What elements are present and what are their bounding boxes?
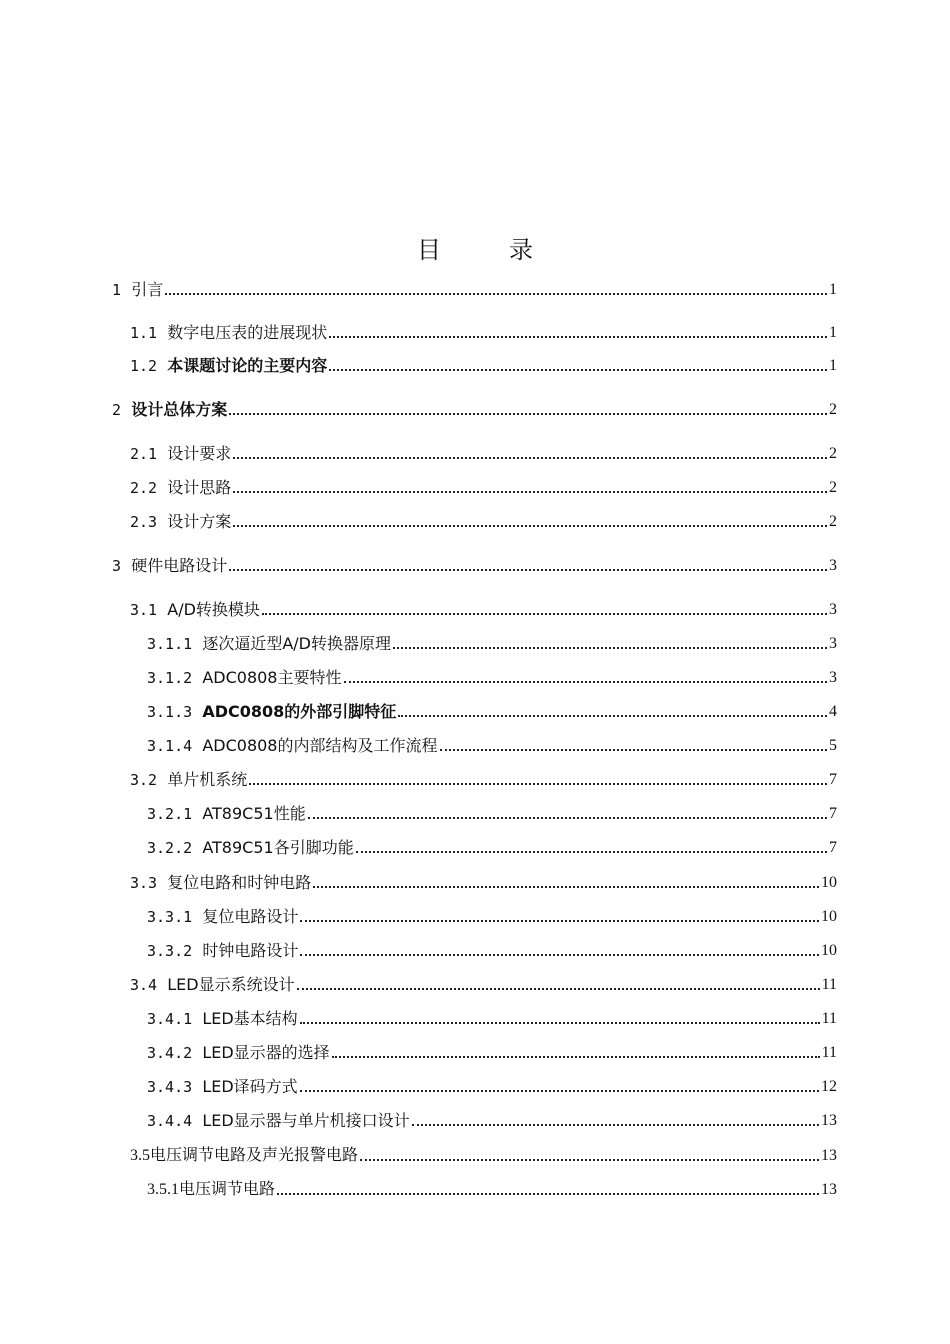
- toc-entry-3-1-1[interactable]: [147, 630, 837, 654]
- toc-entry-page: 11: [821, 976, 837, 993]
- toc-entry-number: 3.1.4: [147, 737, 193, 755]
- toc-entry-label: 时钟电路设计: [202, 941, 299, 960]
- toc-entry-1-2[interactable]: [130, 352, 837, 376]
- toc-entry-3-2[interactable]: [130, 766, 837, 790]
- toc-entry-label: LED显示器的选择: [202, 1043, 330, 1062]
- toc-entry-3-1-2[interactable]: [147, 664, 837, 688]
- toc-entry-label: 设计思路: [167, 478, 232, 497]
- toc-entry-3-4-1[interactable]: [147, 1005, 837, 1029]
- toc-entry-label: A/D转换模块: [167, 600, 260, 619]
- dot-leader: [313, 886, 819, 888]
- toc-entry-page: 1: [829, 357, 837, 374]
- toc-entry-2-2[interactable]: [130, 474, 837, 498]
- toc-entry-page: 7: [829, 839, 837, 856]
- toc-entry-2[interactable]: [112, 396, 837, 420]
- dot-leader: [360, 1159, 819, 1161]
- toc-entry-number: 2.3: [130, 513, 158, 531]
- toc-entry-label: LED基本结构: [202, 1009, 298, 1028]
- toc-entry-page: 3: [829, 635, 837, 652]
- toc-entry-3-2-1[interactable]: [147, 800, 837, 824]
- dot-leader: [233, 457, 827, 459]
- dot-leader: [329, 369, 827, 371]
- dot-leader: [233, 525, 827, 527]
- toc-entry-3-2-2[interactable]: [147, 834, 837, 858]
- toc-entry-3-4-4[interactable]: [147, 1107, 837, 1131]
- toc-entry-label: 单片机系统: [167, 770, 248, 789]
- toc-entry-page: 12: [821, 1078, 837, 1095]
- toc-entry-number: 3.5: [130, 1147, 150, 1164]
- dot-leader: [308, 817, 827, 819]
- toc-entry-page: 11: [821, 1044, 837, 1061]
- dot-leader: [344, 681, 828, 683]
- toc-entry-page: 1: [829, 324, 837, 341]
- toc-entry-number: 1: [112, 281, 122, 299]
- toc-entry-number: 3.4.3: [147, 1078, 193, 1096]
- dot-leader: [332, 1056, 820, 1058]
- toc-entry-label: 设计方案: [167, 512, 232, 531]
- toc-entry-number: 3.1.1: [147, 635, 193, 653]
- toc-entry-page: 13: [821, 1181, 837, 1198]
- toc-entry-page: 1: [829, 281, 837, 298]
- dot-leader: [229, 413, 827, 415]
- toc-entry-page: 7: [829, 805, 837, 822]
- dot-leader: [300, 920, 819, 922]
- toc-entry-3-4-2[interactable]: [147, 1039, 837, 1063]
- toc-entry-3-1-4[interactable]: [147, 732, 837, 756]
- toc-entry-1-1[interactable]: [130, 319, 837, 343]
- toc-entry-label: 电压调节电路: [179, 1181, 276, 1198]
- dot-leader: [233, 491, 827, 493]
- dot-leader: [356, 851, 827, 853]
- toc-entry-number: 2.2: [130, 479, 158, 497]
- toc-entry-number: 2: [112, 401, 122, 419]
- dot-leader: [277, 1193, 819, 1195]
- dot-leader: [165, 293, 827, 295]
- toc-entry-number: 1.1: [130, 324, 158, 342]
- toc-entry-number: 3.2.1: [147, 805, 193, 823]
- dot-leader: [249, 783, 827, 785]
- dot-leader: [393, 647, 827, 649]
- toc-entry-number: 3.2.2: [147, 839, 193, 857]
- dot-leader: [398, 715, 827, 717]
- toc-entry-number: 3.4: [130, 976, 158, 994]
- toc-entry-number: 3.1: [130, 601, 158, 619]
- toc-entry-label: 本课题讨论的主要内容: [167, 356, 328, 375]
- toc-entry-label: 电压调节电路及声光报警电路: [150, 1147, 359, 1164]
- toc-entry-label: ADC0808的内部结构及工作流程: [202, 736, 438, 755]
- dot-leader: [329, 336, 827, 338]
- toc-entry-number: 3.3: [130, 874, 158, 892]
- toc-entry-label: 设计要求: [167, 444, 232, 463]
- toc-entry-label: 数字电压表的进展现状: [167, 323, 328, 342]
- toc-entry-page: 13: [821, 1112, 837, 1129]
- toc-entry-page: 13: [821, 1147, 837, 1164]
- dot-leader: [297, 988, 820, 990]
- toc-entry-3-4[interactable]: [130, 971, 837, 995]
- toc-entry-number: 3.1.3: [147, 703, 193, 721]
- toc-entry-number: 3.5.1: [147, 1181, 179, 1198]
- dot-leader: [440, 749, 828, 751]
- toc-entry-3-1-3[interactable]: [147, 698, 837, 722]
- dot-leader: [300, 954, 819, 956]
- toc-entry-page: 3: [829, 669, 837, 686]
- toc-entry-2-1[interactable]: [130, 440, 837, 464]
- toc-entry-label: ADC0808的外部引脚特征: [202, 702, 397, 721]
- toc-entry-number: 3.4.1: [147, 1010, 193, 1028]
- dot-leader: [300, 1022, 820, 1024]
- toc-entry-3-3-2[interactable]: [147, 937, 837, 961]
- toc-entry-number: 3.2: [130, 771, 158, 789]
- toc-entry-3[interactable]: [112, 552, 837, 576]
- toc-entry-label: AT89C51各引脚功能: [202, 838, 354, 857]
- toc-entry-page: 2: [829, 445, 837, 462]
- toc-entry-label: 复位电路和时钟电路: [167, 873, 312, 892]
- dot-leader: [300, 1090, 819, 1092]
- toc-entry-number: 3.1.2: [147, 669, 193, 687]
- dot-leader: [229, 569, 827, 571]
- toc-entry-label: LED显示器与单片机接口设计: [202, 1111, 410, 1130]
- toc-entry-page: 3: [829, 601, 837, 618]
- toc-entry-page: 3: [829, 557, 837, 574]
- toc-entry-page: 2: [829, 401, 837, 418]
- toc-entry-label: LED译码方式: [202, 1077, 298, 1096]
- toc-entry-label: 逐次逼近型A/D转换器原理: [202, 634, 391, 653]
- toc-entry-3-3-1[interactable]: [147, 903, 837, 927]
- toc-entry-page: 10: [821, 942, 837, 959]
- toc-entry-page: 10: [821, 908, 837, 925]
- toc-entry-number: 3.4.4: [147, 1112, 193, 1130]
- toc-entry-page: 10: [821, 874, 837, 891]
- toc-entry-1[interactable]: [112, 276, 837, 300]
- toc-entry-label: 复位电路设计: [202, 907, 299, 926]
- toc-title: 目 录: [417, 236, 555, 264]
- toc-entry-label: ADC0808主要特性: [202, 668, 342, 687]
- toc-entry-page: 2: [829, 513, 837, 530]
- toc-entry-page: 2: [829, 479, 837, 496]
- toc-entry-page: 4: [829, 703, 837, 720]
- toc-entry-label: 硬件电路设计: [131, 556, 228, 575]
- toc-entry-3-4-3[interactable]: [147, 1073, 837, 1097]
- toc-entry-page: 7: [829, 771, 837, 788]
- toc-entry-3-1[interactable]: [130, 596, 837, 620]
- toc-entry-number: 3: [112, 557, 122, 575]
- toc-entry-label: LED显示系统设计: [167, 975, 295, 994]
- toc-entry-number: 3.4.2: [147, 1044, 193, 1062]
- toc-entry-2-3[interactable]: [130, 508, 837, 532]
- toc-entry-number: 2.1: [130, 445, 158, 463]
- toc-entry-number: 1.2: [130, 357, 158, 375]
- toc-entry-page: 5: [829, 737, 837, 754]
- dot-leader: [412, 1124, 819, 1126]
- dot-leader: [262, 613, 827, 615]
- toc-entry-label: 引言: [131, 280, 164, 299]
- toc-entry-3-5[interactable]: [130, 1142, 837, 1166]
- toc-entry-3-5-1[interactable]: [147, 1176, 837, 1200]
- toc-entry-number: 3.3.1: [147, 908, 193, 926]
- toc-entry-number: 3.3.2: [147, 942, 193, 960]
- toc-entry-page: 11: [821, 1010, 837, 1027]
- toc-entry-3-3[interactable]: [130, 869, 837, 893]
- toc-entry-label: 设计总体方案: [131, 400, 228, 419]
- toc-entry-label: AT89C51性能: [202, 804, 306, 823]
